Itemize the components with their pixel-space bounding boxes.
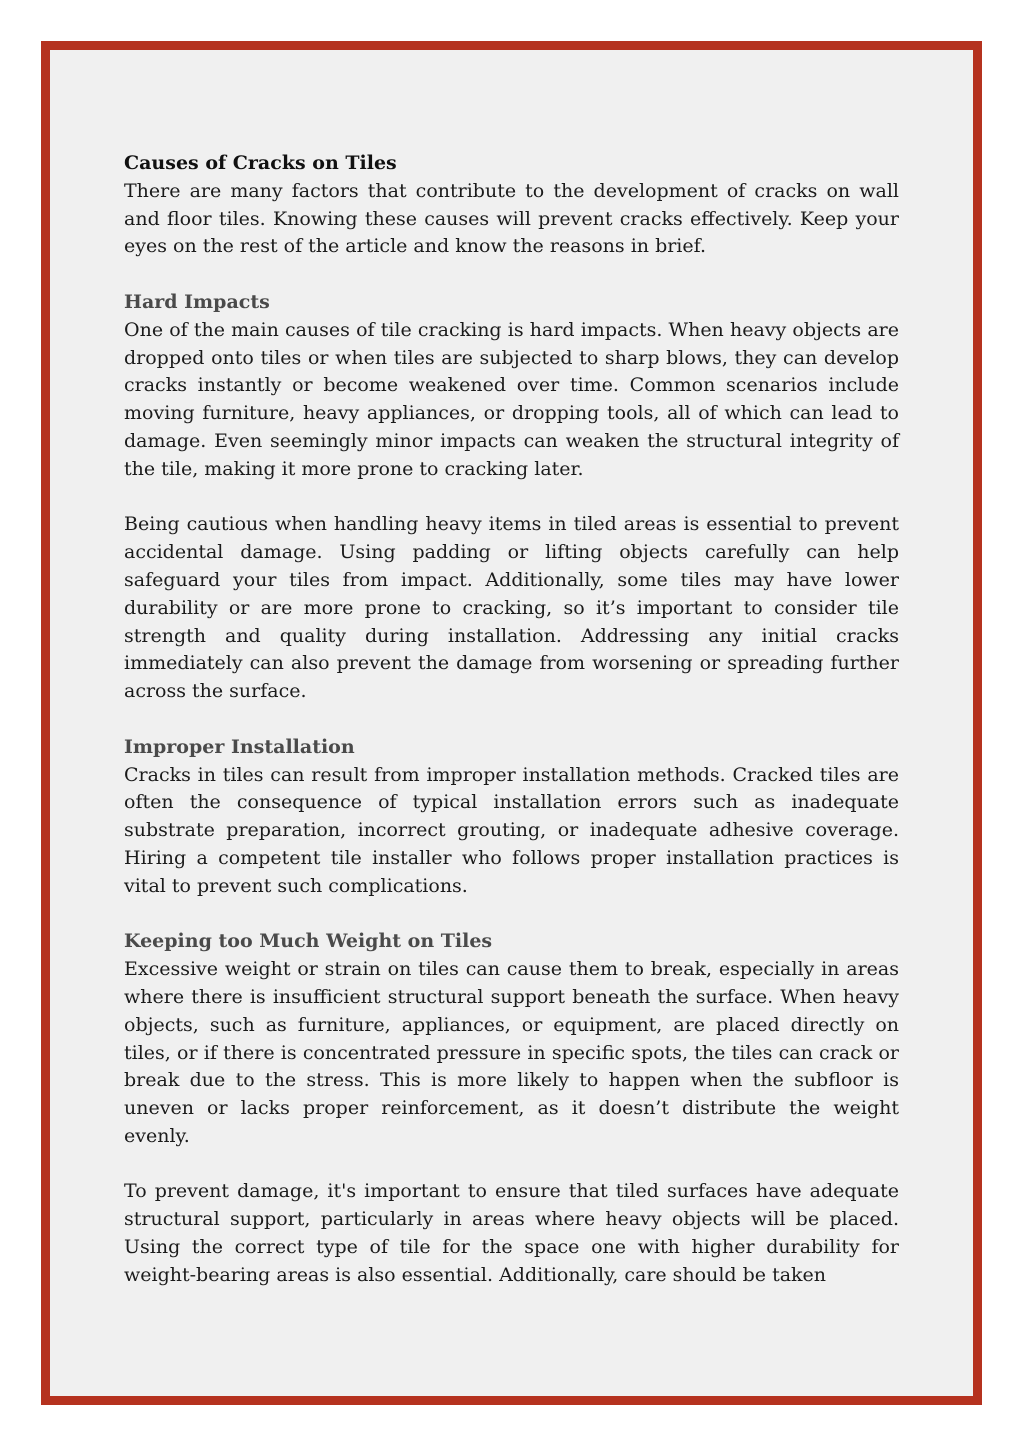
section-heading-improper-installation: Improper Installation (124, 735, 355, 758)
section-causes (124, 150, 899, 261)
section-heading-too-much-weight: Keeping too Much Weight on Tiles (124, 930, 493, 953)
improper-installation-paragraph: Cracks in tiles can result from improper installation methods. Cracked tiles are often the consequence of typical installation errors such as inadequate substrate preparation, incorrect grouting, or inadequate adhesive coverage. Hiring a competent tile installer who follows proper installation practices is vital to prevent such complications. (124, 763, 899, 897)
article-body (124, 150, 899, 1317)
intro-paragraph: There are many factors that contribute to the development of cracks on wall and floor tiles. Knowing these causes will prevent cracks effectively. Keep your eyes on the rest of the article and know the reasons in brief. (124, 179, 899, 258)
hard-impacts-paragraph-2: Being cautious when handling heavy items in tiled areas is essential to prevent accidental damage. Using padding or lifting objects carefully can help safeguard your tiles from impact. Additionally, some tiles may have lower durability or are more prone to cracking, so it’s important to consider tile strength and quality during installation. Addressing any initial cracks immediately can also prevent the damage from worsening or spreading further across the surface. (124, 513, 899, 703)
section-heading-hard-impacts: Hard Impacts (124, 290, 270, 313)
too-much-weight-paragraph-2: To prevent damage, it's important to ensure that tiled surfaces have adequate structural support, particularly in areas where heavy objects will be placed. Using the correct type of tile for the space one with higher durability for weight-bearing areas is also essential. Additionally, care should be taken (124, 1180, 899, 1286)
too-much-weight-paragraph-1: Excessive weight or strain on tiles can cause them to break, especially in areas where there is insufficient structural support beneath the surface. When heavy objects, such as furniture, appliances, or equipment, are placed directly on tiles, or if there is concentrated pressure in specific spots, the tiles can crack or break due to the stress. This is more likely to happen when the subfloor is uneven or lacks proper reinforcement, as it doesn’t distribute the weight evenly. (124, 958, 899, 1147)
section-hard-impacts (124, 289, 899, 706)
hard-impacts-paragraph-1: One of the main causes of tile cracking is hard impacts. When heavy objects are dropped onto tiles or when tiles are subjected to sharp blows, they can develop cracks instantly or become weakened over time. Common scenarios include moving furniture, heavy appliances, or dropping tools, all of which can lead to damage. Even seemingly minor impacts can weaken the structural integrity of the tile, making it more prone to cracking later. (124, 318, 899, 480)
section-improper-installation (124, 734, 899, 901)
section-too-much-weight (124, 928, 899, 1289)
article-title: Causes of Cracks on Tiles (124, 152, 397, 174)
